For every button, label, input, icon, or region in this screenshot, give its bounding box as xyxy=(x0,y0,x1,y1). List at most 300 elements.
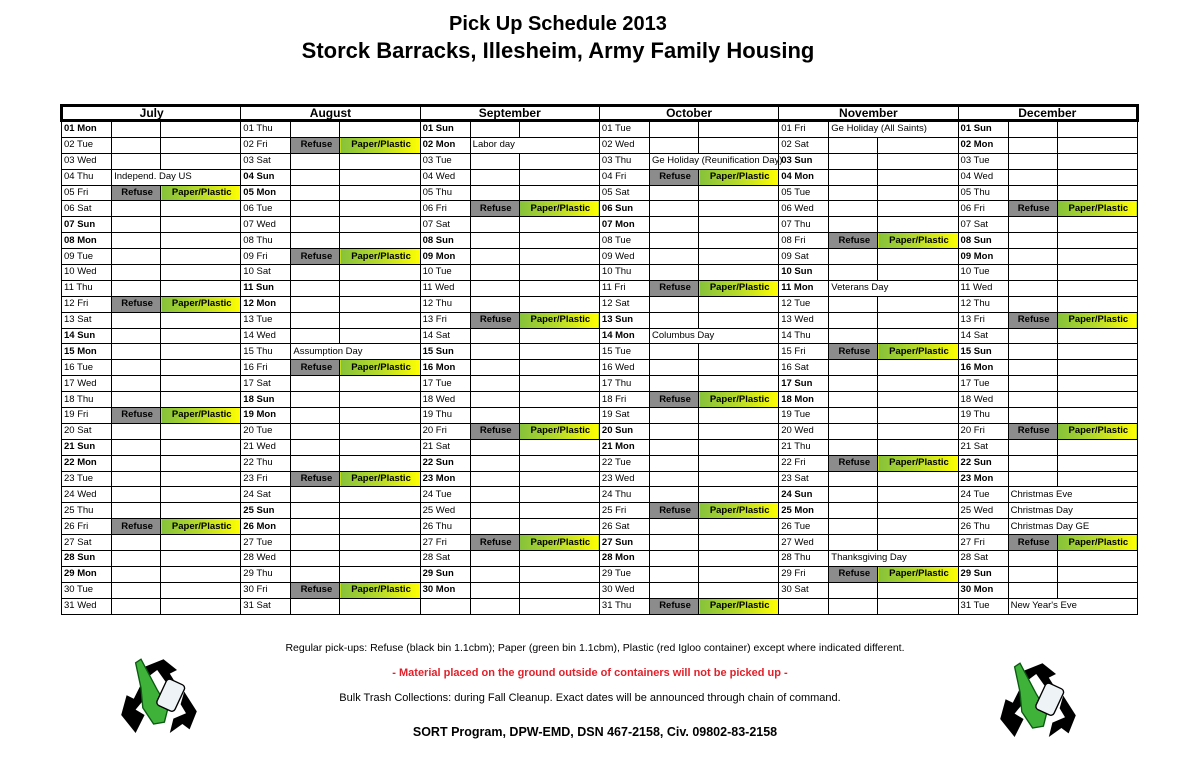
table-row xyxy=(62,360,1138,376)
empty-cell xyxy=(878,169,958,185)
holiday-note-cell: Ge Holiday (Reunification Day) xyxy=(650,153,779,169)
empty-cell xyxy=(829,423,878,439)
date-cell: 15 Sun xyxy=(420,344,470,360)
refuse-pickup-cell: Refuse xyxy=(470,201,519,217)
date-cell: 16 Fri xyxy=(241,360,291,376)
date-cell: 03 Sun xyxy=(779,153,829,169)
date-cell: 25 Wed xyxy=(958,503,1008,519)
date-cell: 17 Wed xyxy=(62,376,112,392)
date-cell: 29 Tue xyxy=(599,566,649,582)
empty-cell xyxy=(1008,185,1057,201)
empty-cell xyxy=(878,376,958,392)
date-cell: 28 Wed xyxy=(241,551,291,567)
table-row xyxy=(62,455,1138,471)
empty-cell xyxy=(650,439,699,455)
empty-cell xyxy=(1008,439,1057,455)
empty-cell xyxy=(470,217,519,233)
date-cell: 19 Tue xyxy=(779,408,829,424)
date-cell: 25 Fri xyxy=(599,503,649,519)
date-cell: 04 Sun xyxy=(241,169,291,185)
date-cell: 12 Thu xyxy=(420,296,470,312)
table-row xyxy=(62,566,1138,582)
empty-cell xyxy=(1057,328,1137,344)
date-cell: 05 Fri xyxy=(62,185,112,201)
empty-cell xyxy=(1008,455,1057,471)
date-cell: 26 Mon xyxy=(241,519,291,535)
table-row xyxy=(62,169,1138,185)
empty-cell xyxy=(1057,217,1137,233)
date-cell: 20 Sat xyxy=(62,423,112,439)
paper-plastic-pickup-cell: Paper/Plastic xyxy=(340,360,420,376)
empty-cell xyxy=(470,169,519,185)
empty-cell xyxy=(650,376,699,392)
empty-cell xyxy=(1057,265,1137,281)
warning-note: - Material placed on the ground outside of containers will not be picked up - xyxy=(392,667,788,679)
empty-cell xyxy=(519,280,599,296)
date-cell: 29 Fri xyxy=(779,566,829,582)
empty-cell xyxy=(291,439,340,455)
empty-cell xyxy=(470,471,519,487)
paper-plastic-pickup-cell: Paper/Plastic xyxy=(1057,312,1137,328)
empty-cell xyxy=(112,201,161,217)
table-row xyxy=(62,344,1138,360)
bulk-trash-note: Bulk Trash Collections: during Fall Cleanup. Exact dates will be announced through chain of command. xyxy=(339,692,841,704)
empty-cell xyxy=(1008,344,1057,360)
empty-cell xyxy=(519,249,599,265)
empty-cell xyxy=(519,439,599,455)
date-cell xyxy=(779,598,829,614)
empty-cell xyxy=(112,249,161,265)
empty-cell xyxy=(1008,137,1057,153)
date-cell: 01 Sun xyxy=(420,121,470,138)
empty-cell xyxy=(340,185,420,201)
date-cell: 22 Mon xyxy=(62,455,112,471)
empty-cell xyxy=(161,535,241,551)
empty-cell xyxy=(1008,249,1057,265)
empty-cell xyxy=(878,487,958,503)
date-cell: 17 Tue xyxy=(958,376,1008,392)
empty-cell xyxy=(699,217,779,233)
empty-cell xyxy=(878,201,958,217)
empty-cell xyxy=(519,153,599,169)
empty-cell xyxy=(699,455,779,471)
date-cell: 14 Thu xyxy=(779,328,829,344)
date-cell: 13 Sat xyxy=(62,312,112,328)
empty-cell xyxy=(699,439,779,455)
table-row xyxy=(62,312,1138,328)
date-cell: 01 Tue xyxy=(599,121,649,138)
empty-cell xyxy=(291,487,340,503)
empty-cell xyxy=(1008,328,1057,344)
empty-cell xyxy=(519,519,599,535)
table-row xyxy=(62,392,1138,408)
date-cell: 21 Sun xyxy=(62,439,112,455)
date-cell: 13 Fri xyxy=(958,312,1008,328)
paper-plastic-pickup-cell: Paper/Plastic xyxy=(878,233,958,249)
refuse-pickup-cell: Refuse xyxy=(291,471,340,487)
date-cell: 28 Thu xyxy=(779,551,829,567)
empty-cell xyxy=(699,423,779,439)
empty-cell xyxy=(829,439,878,455)
table-row xyxy=(62,233,1138,249)
empty-cell xyxy=(650,201,699,217)
table-row xyxy=(62,598,1138,614)
date-cell: 15 Sun xyxy=(958,344,1008,360)
empty-cell xyxy=(650,487,699,503)
date-cell: 08 Tue xyxy=(599,233,649,249)
date-cell: 30 Sat xyxy=(779,582,829,598)
empty-cell xyxy=(1008,566,1057,582)
empty-cell xyxy=(1057,439,1137,455)
empty-cell xyxy=(1057,185,1137,201)
empty-cell xyxy=(112,423,161,439)
date-cell: 22 Sun xyxy=(420,455,470,471)
empty-cell xyxy=(340,217,420,233)
date-cell: 01 Sun xyxy=(958,121,1008,138)
paper-plastic-pickup-cell: Paper/Plastic xyxy=(878,566,958,582)
empty-cell xyxy=(878,392,958,408)
refuse-pickup-cell: Refuse xyxy=(829,233,878,249)
date-cell: 04 Mon xyxy=(779,169,829,185)
empty-cell xyxy=(1057,280,1137,296)
month-header-september: September xyxy=(420,106,599,121)
date-cell: 07 Sat xyxy=(420,217,470,233)
date-cell: 25 Mon xyxy=(779,503,829,519)
empty-cell xyxy=(829,201,878,217)
empty-cell xyxy=(340,233,420,249)
paper-plastic-pickup-cell: Paper/Plastic xyxy=(340,249,420,265)
date-cell: 24 Tue xyxy=(958,487,1008,503)
date-cell: 05 Mon xyxy=(241,185,291,201)
empty-cell xyxy=(161,566,241,582)
refuse-pickup-cell: Refuse xyxy=(1008,535,1057,551)
refuse-pickup-cell: Refuse xyxy=(470,423,519,439)
empty-cell xyxy=(161,598,241,614)
empty-cell xyxy=(470,439,519,455)
date-cell: 24 Tue xyxy=(420,487,470,503)
empty-cell xyxy=(291,265,340,281)
date-cell: 14 Sun xyxy=(62,328,112,344)
empty-cell xyxy=(650,582,699,598)
date-cell: 19 Thu xyxy=(958,408,1008,424)
empty-cell xyxy=(650,566,699,582)
date-cell: 09 Mon xyxy=(420,249,470,265)
paper-plastic-pickup-cell: Paper/Plastic xyxy=(519,312,599,328)
empty-cell xyxy=(340,519,420,535)
empty-cell xyxy=(878,137,958,153)
date-cell: 08 Sun xyxy=(420,233,470,249)
date-cell: 24 Thu xyxy=(599,487,649,503)
empty-cell xyxy=(1008,169,1057,185)
page-title: Pick Up Schedule 2013 xyxy=(449,13,667,35)
empty-cell xyxy=(470,487,519,503)
date-cell: 04 Wed xyxy=(958,169,1008,185)
holiday-note-cell: Veterans Day xyxy=(829,280,958,296)
date-cell: 08 Sun xyxy=(958,233,1008,249)
empty-cell xyxy=(829,471,878,487)
empty-cell xyxy=(878,423,958,439)
date-cell: 11 Sun xyxy=(241,280,291,296)
date-cell: 18 Mon xyxy=(779,392,829,408)
empty-cell xyxy=(291,408,340,424)
date-cell: 12 Sat xyxy=(599,296,649,312)
empty-cell xyxy=(161,249,241,265)
empty-cell xyxy=(1008,551,1057,567)
empty-cell xyxy=(340,265,420,281)
empty-cell xyxy=(161,265,241,281)
empty-cell xyxy=(650,137,699,153)
empty-cell xyxy=(650,360,699,376)
empty-cell xyxy=(112,566,161,582)
refuse-pickup-cell: Refuse xyxy=(1008,423,1057,439)
empty-cell xyxy=(1057,344,1137,360)
empty-cell xyxy=(1057,566,1137,582)
paper-plastic-pickup-cell: Paper/Plastic xyxy=(161,296,241,312)
date-cell: 29 Sun xyxy=(420,566,470,582)
refuse-pickup-cell: Refuse xyxy=(650,169,699,185)
date-cell: 13 Wed xyxy=(779,312,829,328)
empty-cell xyxy=(1008,217,1057,233)
empty-cell xyxy=(829,535,878,551)
date-cell: 07 Mon xyxy=(599,217,649,233)
date-cell: 06 Fri xyxy=(420,201,470,217)
date-cell: 29 Sun xyxy=(958,566,1008,582)
empty-cell xyxy=(340,280,420,296)
empty-cell xyxy=(829,328,878,344)
date-cell: 04 Thu xyxy=(62,169,112,185)
empty-cell xyxy=(161,455,241,471)
holiday-note-cell: Columbus Day xyxy=(650,328,779,344)
date-cell: 03 Wed xyxy=(62,153,112,169)
date-cell: 10 Tue xyxy=(420,265,470,281)
empty-cell xyxy=(699,471,779,487)
empty-cell xyxy=(519,296,599,312)
empty-cell xyxy=(112,551,161,567)
empty-cell xyxy=(699,201,779,217)
empty-cell xyxy=(161,121,241,138)
empty-cell xyxy=(829,376,878,392)
empty-cell xyxy=(650,265,699,281)
empty-cell xyxy=(470,503,519,519)
empty-cell xyxy=(161,201,241,217)
date-cell: 17 Sat xyxy=(241,376,291,392)
date-cell: 26 Thu xyxy=(958,519,1008,535)
empty-cell xyxy=(112,233,161,249)
paper-plastic-pickup-cell: Paper/Plastic xyxy=(1057,423,1137,439)
table-row xyxy=(62,249,1138,265)
date-cell: 02 Mon xyxy=(958,137,1008,153)
empty-cell xyxy=(291,280,340,296)
date-cell: 16 Tue xyxy=(62,360,112,376)
table-row xyxy=(62,582,1138,598)
empty-cell xyxy=(470,344,519,360)
empty-cell xyxy=(829,519,878,535)
paper-plastic-pickup-cell: Paper/Plastic xyxy=(878,344,958,360)
empty-cell xyxy=(340,296,420,312)
date-cell: 26 Sat xyxy=(599,519,649,535)
empty-cell xyxy=(161,328,241,344)
paper-plastic-pickup-cell: Paper/Plastic xyxy=(340,137,420,153)
empty-cell xyxy=(519,455,599,471)
empty-cell xyxy=(161,217,241,233)
empty-cell xyxy=(112,153,161,169)
empty-cell xyxy=(112,344,161,360)
table-row xyxy=(62,535,1138,551)
date-cell: 20 Fri xyxy=(420,423,470,439)
empty-cell xyxy=(112,392,161,408)
empty-cell xyxy=(161,392,241,408)
empty-cell xyxy=(161,153,241,169)
empty-cell xyxy=(650,535,699,551)
empty-cell xyxy=(291,503,340,519)
empty-cell xyxy=(829,408,878,424)
table-row xyxy=(62,296,1138,312)
empty-cell xyxy=(1008,280,1057,296)
empty-cell xyxy=(112,328,161,344)
table-row xyxy=(62,503,1138,519)
empty-cell xyxy=(519,265,599,281)
empty-cell xyxy=(340,423,420,439)
refuse-pickup-cell: Refuse xyxy=(291,360,340,376)
date-cell: 03 Sat xyxy=(241,153,291,169)
date-cell: 01 Mon xyxy=(62,121,112,138)
empty-cell xyxy=(650,471,699,487)
table-row xyxy=(62,408,1138,424)
table-row xyxy=(62,519,1138,535)
date-cell: 15 Thu xyxy=(241,344,291,360)
empty-cell xyxy=(1008,360,1057,376)
empty-cell xyxy=(340,551,420,567)
table-row xyxy=(62,423,1138,439)
empty-cell xyxy=(1057,296,1137,312)
month-header-october: October xyxy=(599,106,778,121)
empty-cell xyxy=(340,566,420,582)
empty-cell xyxy=(112,439,161,455)
date-cell: 02 Fri xyxy=(241,137,291,153)
date-cell: 19 Fri xyxy=(62,408,112,424)
empty-cell xyxy=(1057,471,1137,487)
empty-cell xyxy=(291,598,340,614)
date-cell: 16 Wed xyxy=(599,360,649,376)
empty-cell xyxy=(1057,249,1137,265)
empty-cell xyxy=(1008,296,1057,312)
date-cell: 11 Thu xyxy=(62,280,112,296)
date-cell: 09 Tue xyxy=(62,249,112,265)
empty-cell xyxy=(470,121,519,138)
empty-cell xyxy=(291,153,340,169)
empty-cell xyxy=(291,376,340,392)
empty-cell xyxy=(470,265,519,281)
date-cell: 14 Sat xyxy=(958,328,1008,344)
date-cell: 19 Mon xyxy=(241,408,291,424)
date-cell: 07 Thu xyxy=(779,217,829,233)
empty-cell xyxy=(112,121,161,138)
date-cell: 28 Sun xyxy=(62,551,112,567)
empty-cell xyxy=(340,153,420,169)
date-cell: 30 Mon xyxy=(958,582,1008,598)
empty-cell xyxy=(291,455,340,471)
date-cell: 31 Wed xyxy=(62,598,112,614)
date-cell: 13 Sun xyxy=(599,312,649,328)
date-cell: 02 Sat xyxy=(779,137,829,153)
empty-cell xyxy=(650,233,699,249)
paper-plastic-pickup-cell: Paper/Plastic xyxy=(519,423,599,439)
date-cell: 02 Mon xyxy=(420,137,470,153)
date-cell: 08 Fri xyxy=(779,233,829,249)
empty-cell xyxy=(340,439,420,455)
empty-cell xyxy=(1008,582,1057,598)
empty-cell xyxy=(1057,582,1137,598)
empty-cell xyxy=(1008,392,1057,408)
refuse-pickup-cell: Refuse xyxy=(1008,201,1057,217)
date-cell: 25 Thu xyxy=(62,503,112,519)
empty-cell xyxy=(1057,137,1137,153)
refuse-pickup-cell: Refuse xyxy=(650,392,699,408)
empty-cell xyxy=(519,582,599,598)
empty-cell xyxy=(878,153,958,169)
date-cell: 06 Sat xyxy=(62,201,112,217)
date-cell: 04 Fri xyxy=(599,169,649,185)
paper-plastic-pickup-cell: Paper/Plastic xyxy=(519,201,599,217)
empty-cell xyxy=(1008,408,1057,424)
empty-cell xyxy=(699,312,779,328)
paper-plastic-pickup-cell: Paper/Plastic xyxy=(699,392,779,408)
empty-cell xyxy=(829,137,878,153)
empty-cell xyxy=(470,233,519,249)
date-cell: 27 Tue xyxy=(241,535,291,551)
date-cell: 30 Wed xyxy=(599,582,649,598)
empty-cell xyxy=(519,598,599,614)
table-row xyxy=(62,471,1138,487)
refuse-pickup-cell: Refuse xyxy=(470,535,519,551)
empty-cell xyxy=(161,280,241,296)
empty-cell xyxy=(340,598,420,614)
date-cell: 29 Mon xyxy=(62,566,112,582)
empty-cell xyxy=(161,376,241,392)
empty-cell xyxy=(470,185,519,201)
empty-cell xyxy=(878,328,958,344)
date-cell: 26 Tue xyxy=(779,519,829,535)
date-cell: 01 Thu xyxy=(241,121,291,138)
date-cell: 10 Thu xyxy=(599,265,649,281)
empty-cell xyxy=(878,598,958,614)
date-cell: 12 Thu xyxy=(958,296,1008,312)
empty-cell xyxy=(340,328,420,344)
empty-cell xyxy=(291,423,340,439)
date-cell: 25 Wed xyxy=(420,503,470,519)
empty-cell xyxy=(699,121,779,138)
empty-cell xyxy=(112,503,161,519)
date-cell: 28 Mon xyxy=(599,551,649,567)
date-cell: 26 Thu xyxy=(420,519,470,535)
empty-cell xyxy=(112,217,161,233)
empty-cell xyxy=(291,217,340,233)
date-cell: 19 Sat xyxy=(599,408,649,424)
refuse-pickup-cell: Refuse xyxy=(650,503,699,519)
holiday-note-cell: Christmas Day xyxy=(1008,503,1137,519)
empty-cell xyxy=(340,455,420,471)
empty-cell xyxy=(699,265,779,281)
empty-cell xyxy=(519,408,599,424)
empty-cell xyxy=(1008,121,1057,138)
empty-cell xyxy=(291,233,340,249)
empty-cell xyxy=(650,551,699,567)
refuse-pickup-cell: Refuse xyxy=(291,137,340,153)
empty-cell xyxy=(470,296,519,312)
refuse-pickup-cell: Refuse xyxy=(112,185,161,201)
date-cell: 08 Mon xyxy=(62,233,112,249)
empty-cell xyxy=(112,312,161,328)
